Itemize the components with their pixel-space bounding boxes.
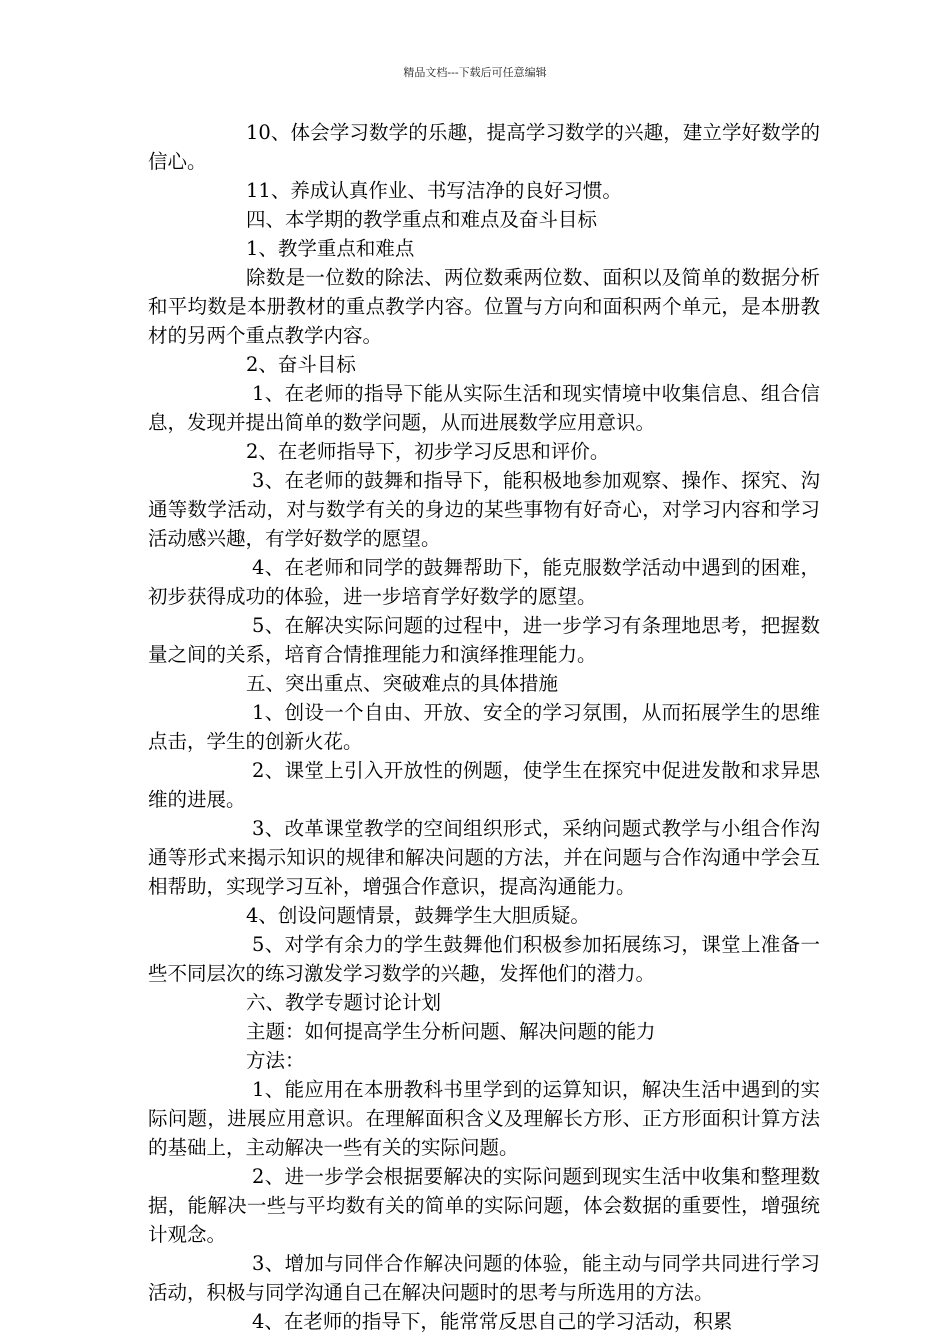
paragraph: 10、体会学习数学的乐趣，提高学习数学的兴趣，建立学好数学的信心。 xyxy=(148,121,820,173)
list-item: 4、在老师的指导下，能常常反思自己的学习活动，积累 xyxy=(252,1310,733,1333)
paragraph: 除数是一位数的除法、两位数乘两位数、面积以及简单的数据分析和平均数是本册教材的重点教学内容。位置与方向和面积两个单元，是本册教材的另两个重点教学内容。 xyxy=(148,266,820,347)
list-item: 3、增加与同伴合作解决问题的体验，能主动与同学共同进行学习活动，积极与同学沟通自己在解决问题时的思考与所选用的方法。 xyxy=(148,1252,820,1304)
page-header: 精品文档---下载后可任意编辑 xyxy=(403,66,547,79)
list-item: 3、在老师的鼓舞和指导下，能积极地参加观察、操作、探究、沟通等数学活动，对与数学有关的身边的某些事物有好奇心，对学习内容和学习活动感兴趣，有学好数学的愿望。 xyxy=(148,469,820,550)
subsection-heading: 1、教学重点和难点 xyxy=(246,237,415,260)
section-heading: 四、本学期的教学重点和难点及奋斗目标 xyxy=(246,208,598,231)
list-item: 2、进一步学会根据要解决的实际问题到现实生活中收集和整理数据，能解决一些与平均数有关的简单的实际问题，体会数据的重要性，增强统计观念。 xyxy=(148,1165,820,1246)
list-item: 5、对学有余力的学生鼓舞他们积极参加拓展练习，课堂上准备一些不同层次的练习激发学习数学的兴趣，发挥他们的潜力。 xyxy=(148,933,820,985)
section-heading: 五、突出重点、突破难点的具体措施 xyxy=(246,672,559,695)
paragraph: 11、养成认真作业、书写洁净的良好习惯。 xyxy=(246,179,622,202)
list-item: 1、能应用在本册教科书里学到的运算知识，解决生活中遇到的实际问题，进展应用意识。在理解面积含义及理解长方形、正方形面积计算方法的基础上，主动解决一些有关的实际问题。 xyxy=(148,1078,820,1159)
list-item: 5、在解决实际问题的过程中，进一步学习有条理地思考，把握数量之间的关系，培育合情推理能力和演绎推理能力。 xyxy=(148,614,820,666)
list-item: 2、课堂上引入开放性的例题，使学生在探究中促进发散和求异思维的进展。 xyxy=(148,759,820,811)
list-item: 1、在老师的指导下能从实际生活和现实情境中收集信息、组合信息，发现并提出简单的数学问题，从而进展数学应用意识。 xyxy=(148,382,820,434)
paragraph: 方法： xyxy=(246,1049,305,1072)
list-item: 3、改革课堂教学的空间组织形式，采纳问题式教学与小组合作沟通等形式来揭示知识的规律和解决问题的方法，并在问题与合作沟通中学会互相帮助，实现学习互补，增强合作意识，提高沟通能力。 xyxy=(148,817,820,898)
paragraph: 主题：如何提高学生分析问题、解决问题的能力 xyxy=(246,1020,656,1043)
document-body xyxy=(148,118,820,1336)
list-item: 2、在老师指导下，初步学习反思和评价。 xyxy=(246,440,610,463)
section-heading: 六、教学专题讨论计划 xyxy=(246,991,442,1014)
subsection-heading: 2、奋斗目标 xyxy=(246,353,356,376)
list-item: 1、创设一个自由、开放、安全的学习氛围，从而拓展学生的思维点击，学生的创新火花。 xyxy=(148,701,820,753)
list-item: 4、在老师和同学的鼓舞帮助下，能克服数学活动中遇到的困难，初步获得成功的体验，进一步培育学好数学的愿望。 xyxy=(148,556,820,608)
list-item: 4、创设问题情景，鼓舞学生大胆质疑。 xyxy=(246,904,590,927)
